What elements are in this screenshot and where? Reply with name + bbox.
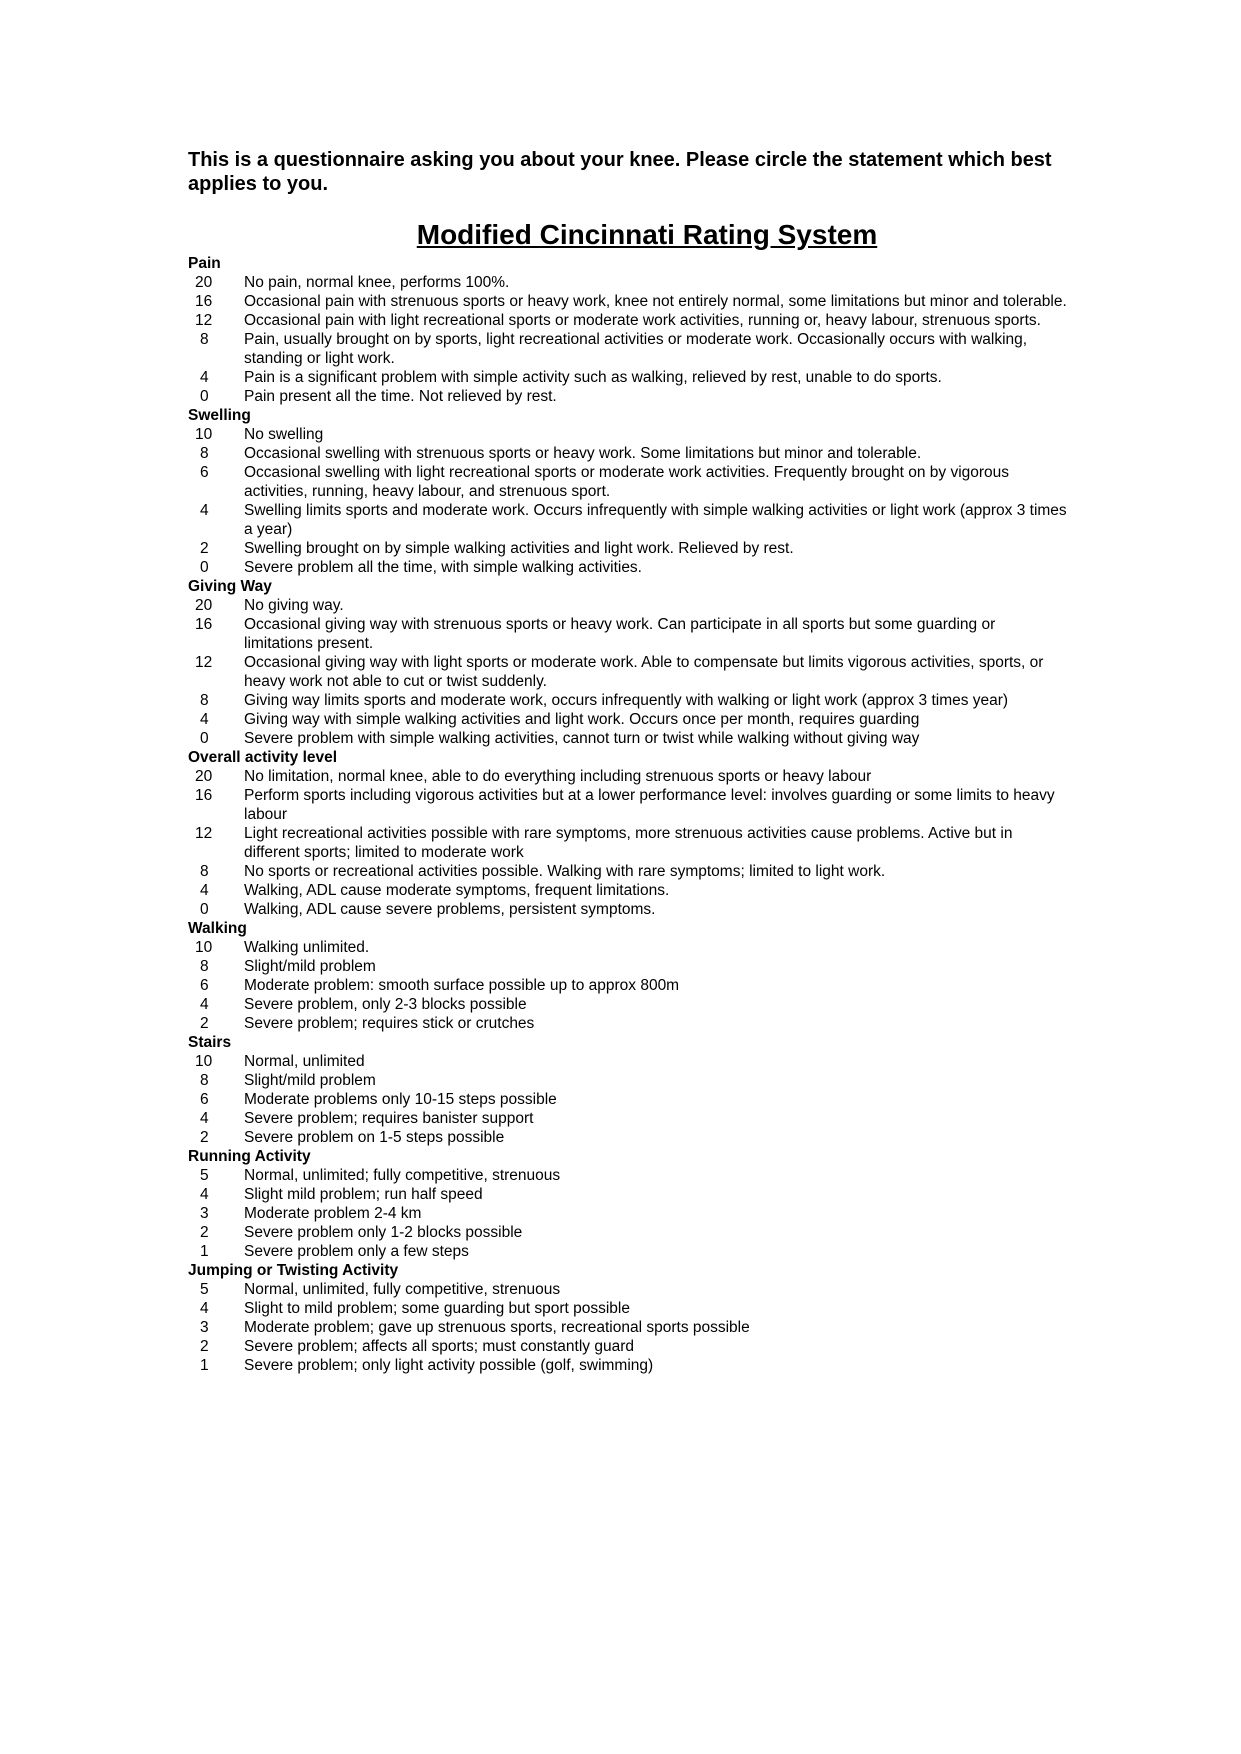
score-value: 0 (200, 559, 209, 576)
score-option[interactable] (188, 292, 1068, 311)
score-value: 8 (200, 692, 209, 709)
score-description: No swelling (244, 426, 324, 443)
score-description: Severe problem; only light activity possible (golf, swimming) (244, 1357, 654, 1374)
score-description: Moderate problem; gave up strenuous sports, recreational sports possible (244, 1319, 750, 1336)
section-overall-activity-level (188, 748, 1068, 919)
score-option[interactable] (188, 1299, 1068, 1318)
score-value: 8 (200, 863, 209, 880)
score-value: 10 (195, 1053, 213, 1070)
score-options (188, 1052, 1068, 1147)
score-description: Moderate problem 2-4 km (244, 1205, 422, 1222)
score-option[interactable] (188, 387, 1068, 406)
score-option[interactable] (188, 691, 1068, 710)
section-running-activity (188, 1147, 1068, 1261)
score-option[interactable] (188, 1109, 1068, 1128)
score-option[interactable] (188, 1318, 1068, 1337)
score-option[interactable] (188, 1280, 1068, 1299)
score-option[interactable] (188, 824, 1068, 862)
score-value: 8 (200, 331, 209, 348)
score-description: Walking unlimited. (244, 939, 370, 956)
score-option[interactable] (188, 767, 1068, 786)
score-description: Severe problem; requires stick or crutches (244, 1015, 535, 1032)
score-option[interactable] (188, 425, 1068, 444)
score-description: Slight/mild problem (244, 1072, 376, 1089)
score-description: Pain is a significant problem with simple activity such as walking, relieved by rest, unable to do sports. (244, 369, 942, 386)
section-giving-way (188, 577, 1068, 748)
score-description: Light recreational activities possible with rare symptoms, more strenuous activities cause problems. Active but in different sports; limited to moderate work (244, 825, 1013, 861)
intro-instructions: This is a questionnaire asking you about your knee. Please circle the statement which best applies to you. (188, 149, 1052, 195)
score-value: 4 (200, 1186, 209, 1203)
score-value: 12 (195, 654, 213, 671)
score-description: Slight to mild problem; some guarding but sport possible (244, 1300, 630, 1317)
score-options (188, 425, 1068, 577)
score-value: 0 (200, 388, 209, 405)
score-value: 2 (200, 1224, 209, 1241)
score-options (188, 1166, 1068, 1261)
score-description: Pain, usually brought on by sports, light recreational activities or moderate work. Occasionally occurs with walking, standing or light work. (244, 331, 1028, 367)
score-option[interactable] (188, 881, 1068, 900)
section-jumping-or-twisting-activity (188, 1261, 1068, 1375)
score-value: 6 (200, 464, 209, 481)
score-options (188, 767, 1068, 919)
score-option[interactable] (188, 1223, 1068, 1242)
score-option[interactable] (188, 653, 1068, 691)
score-description: Occasional giving way with light sports or moderate work. Able to compensate but limits vigorous activities, sports, or heavy work not able to cut or twist suddenly. (244, 654, 1044, 690)
score-value: 4 (200, 882, 209, 899)
score-option[interactable] (188, 786, 1068, 824)
score-description: Pain present all the time. Not relieved by rest. (244, 388, 557, 405)
score-option[interactable] (188, 1090, 1068, 1109)
score-value: 2 (200, 1015, 209, 1032)
score-value: 2 (200, 1338, 209, 1355)
score-value: 8 (200, 958, 209, 975)
score-description: Swelling brought on by simple walking activities and light work. Relieved by rest. (244, 540, 794, 557)
score-description: Severe problem; affects all sports; must constantly guard (244, 1338, 634, 1355)
score-options (188, 596, 1068, 748)
section-heading: Stairs (188, 1034, 232, 1051)
score-description: Occasional pain with light recreational sports or moderate work activities, running or, heavy labour, strenuous sports. (244, 312, 1041, 329)
score-value: 12 (195, 312, 213, 329)
score-option[interactable] (188, 862, 1068, 881)
score-value: 4 (200, 369, 209, 386)
section-heading: Overall activity level (188, 749, 338, 766)
score-description: Severe problem, only 2-3 blocks possible (244, 996, 527, 1013)
score-value: 4 (200, 711, 209, 728)
score-option[interactable] (188, 976, 1068, 995)
score-description: No giving way. (244, 597, 344, 614)
score-description: Severe problem only a few steps (244, 1243, 469, 1260)
score-value: 16 (195, 787, 213, 804)
score-value: 0 (200, 901, 209, 918)
score-value: 2 (200, 540, 209, 557)
score-value: 3 (200, 1319, 209, 1336)
score-value: 5 (200, 1281, 209, 1298)
score-description: Severe problem; requires banister support (244, 1110, 534, 1127)
section-swelling (188, 406, 1068, 577)
score-value: 4 (200, 1300, 209, 1317)
score-description: Occasional swelling with strenuous sports or heavy work. Some limitations but minor and tolerable. (244, 445, 922, 462)
score-option[interactable] (188, 368, 1068, 387)
score-options (188, 938, 1068, 1033)
score-description: Moderate problem: smooth surface possible up to approx 800m (244, 977, 680, 994)
section-heading: Walking (188, 920, 247, 937)
rating-sections (188, 254, 1068, 1375)
score-description: Severe problem with simple walking activities, cannot turn or twist while walking without giving way (244, 730, 920, 747)
score-description: Walking, ADL cause moderate symptoms, frequent limitations. (244, 882, 670, 899)
score-value: 20 (195, 768, 213, 785)
score-option[interactable] (188, 1242, 1068, 1261)
score-option[interactable] (188, 995, 1068, 1014)
score-description: Slight/mild problem (244, 958, 376, 975)
score-option[interactable] (188, 1356, 1068, 1375)
score-description: Severe problem on 1-5 steps possible (244, 1129, 505, 1146)
score-value: 1 (200, 1243, 209, 1260)
section-stairs (188, 1033, 1068, 1147)
score-value: 20 (195, 274, 213, 291)
score-description: Severe problem all the time, with simple walking activities. (244, 559, 642, 576)
score-value: 6 (200, 1091, 209, 1108)
score-value: 3 (200, 1205, 209, 1222)
score-value: 4 (200, 996, 209, 1013)
score-description: No pain, normal knee, performs 100%. (244, 274, 510, 291)
score-description: No sports or recreational activities possible. Walking with rare symptoms; limited to light work. (244, 863, 886, 880)
score-option[interactable] (188, 1204, 1068, 1223)
score-description: Severe problem only 1-2 blocks possible (244, 1224, 523, 1241)
score-value: 4 (200, 502, 209, 519)
score-description: No limitation, normal knee, able to do everything including strenuous sports or heavy labour (244, 768, 872, 785)
score-description: Occasional swelling with light recreational sports or moderate work activities. Frequently brought on by vigorous activities, running, heavy labour, and strenuous sport. (244, 464, 1010, 500)
score-options (188, 1280, 1068, 1375)
score-value: 8 (200, 445, 209, 462)
score-description: Swelling limits sports and moderate work. Occurs infrequently with simple walking activities or light work (approx 3 times a year) (244, 502, 1067, 538)
section-pain (188, 254, 1068, 406)
score-description: Occasional giving way with strenuous sports or heavy work. Can participate in all sports but some guarding or limitations present. (244, 616, 996, 652)
score-description: Giving way limits sports and moderate work, occurs infrequently with walking or light work (approx 3 times year) (244, 692, 1009, 709)
section-walking (188, 919, 1068, 1033)
section-heading: Jumping or Twisting Activity (188, 1262, 399, 1279)
score-value: 0 (200, 730, 209, 747)
score-value: 2 (200, 1129, 209, 1146)
score-value: 20 (195, 597, 213, 614)
score-option[interactable] (188, 710, 1068, 729)
section-heading: Running Activity (188, 1148, 311, 1165)
score-value: 12 (195, 825, 213, 842)
page-title: Modified Cincinnati Rating System (416, 219, 878, 250)
score-option[interactable] (188, 501, 1068, 539)
score-description: Normal, unlimited; fully competitive, strenuous (244, 1167, 561, 1184)
score-option[interactable] (188, 311, 1068, 330)
score-value: 16 (195, 616, 213, 633)
score-option[interactable] (188, 900, 1068, 919)
score-option[interactable] (188, 1166, 1068, 1185)
score-option[interactable] (188, 938, 1068, 957)
score-option[interactable] (188, 1052, 1068, 1071)
score-description: Giving way with simple walking activities and light work. Occurs once per month, requires guarding (244, 711, 920, 728)
score-option[interactable] (188, 330, 1068, 368)
score-value: 5 (200, 1167, 209, 1184)
score-option[interactable] (188, 596, 1068, 615)
score-value: 10 (195, 939, 213, 956)
score-option[interactable] (188, 1071, 1068, 1090)
score-value: 6 (200, 977, 209, 994)
score-description: Moderate problems only 10-15 steps possible (244, 1091, 557, 1108)
score-option[interactable] (188, 1337, 1068, 1356)
section-heading: Giving Way (188, 578, 272, 595)
score-description: Normal, unlimited, fully competitive, strenuous (244, 1281, 561, 1298)
score-option[interactable] (188, 1128, 1068, 1147)
score-option[interactable] (188, 957, 1068, 976)
score-value: 1 (200, 1357, 209, 1374)
score-option[interactable] (188, 273, 1068, 292)
score-option[interactable] (188, 729, 1068, 748)
score-description: Occasional pain with strenuous sports or heavy work, knee not entirely normal, some limitations but minor and tolerable. (244, 293, 1067, 310)
score-value: 10 (195, 426, 213, 443)
questionnaire-page (188, 148, 1068, 1375)
score-options (188, 273, 1068, 406)
section-heading: Swelling (188, 407, 251, 424)
score-description: Slight mild problem; run half speed (244, 1186, 483, 1203)
section-heading: Pain (188, 255, 221, 272)
score-option[interactable] (188, 539, 1068, 558)
score-option[interactable] (188, 1014, 1068, 1033)
score-option[interactable] (188, 1185, 1068, 1204)
score-option[interactable] (188, 615, 1068, 653)
score-option[interactable] (188, 558, 1068, 577)
score-value: 4 (200, 1110, 209, 1127)
score-option[interactable] (188, 444, 1068, 463)
score-description: Walking, ADL cause severe problems, persistent symptoms. (244, 901, 656, 918)
score-option[interactable] (188, 463, 1068, 501)
score-description: Normal, unlimited (244, 1053, 365, 1070)
score-description: Perform sports including vigorous activities but at a lower performance level: involves guarding or some limits to heavy labour (244, 787, 1055, 823)
score-value: 16 (195, 293, 213, 310)
score-value: 8 (200, 1072, 209, 1089)
